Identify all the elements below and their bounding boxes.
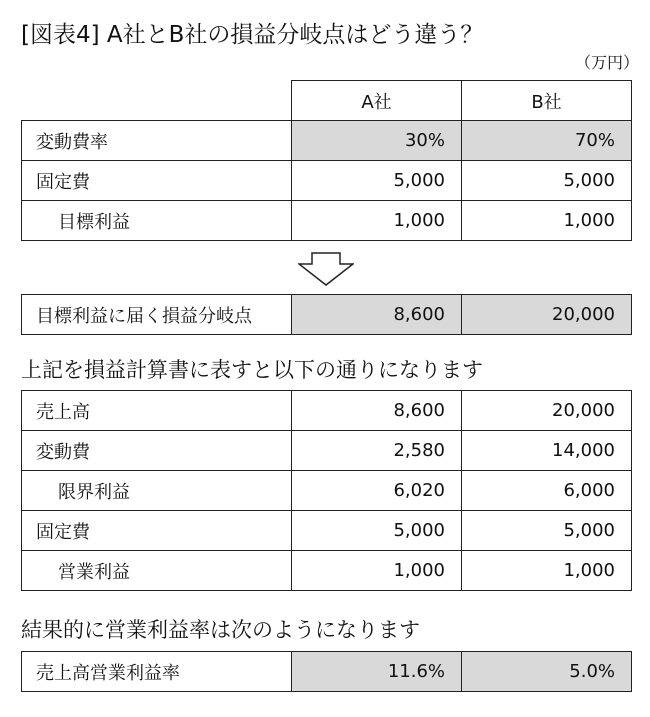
value-b: 20,000	[462, 391, 632, 431]
value-b: 5,000	[462, 161, 632, 201]
row-label: 変動費率	[22, 121, 292, 161]
value-a: 5,000	[292, 161, 462, 201]
table-row	[22, 471, 632, 511]
value-a: 8,600	[292, 295, 462, 335]
section-heading-1: 上記を損益計算書に表すと以下の通りになります	[21, 358, 483, 382]
table-row	[22, 161, 632, 201]
value-a: 6,020	[292, 471, 462, 511]
table-row	[22, 121, 632, 161]
value-b: 20,000	[462, 295, 632, 335]
value-b: 14,000	[462, 431, 632, 471]
header-blank	[22, 81, 292, 121]
row-label: 売上高	[22, 391, 292, 431]
row-label: 固定費	[22, 511, 292, 551]
table-row	[22, 652, 632, 692]
value-a: 1,000	[292, 551, 462, 591]
table-row	[22, 201, 632, 241]
row-label: 変動費	[22, 431, 292, 471]
value-b: 6,000	[462, 471, 632, 511]
value-a: 5,000	[292, 511, 462, 551]
income-statement-table	[21, 390, 632, 591]
value-b: 1,000	[462, 551, 632, 591]
row-label: 目標利益	[22, 201, 292, 241]
row-label: 売上高営業利益率	[22, 652, 292, 692]
row-label: 目標利益に届く損益分岐点	[22, 295, 292, 335]
margin-table	[21, 651, 632, 692]
value-b: 5.0%	[462, 652, 632, 692]
value-a: 2,580	[292, 431, 462, 471]
page-title: [図表4] A社とB社の損益分岐点はどう違う？	[21, 22, 484, 48]
value-a: 8,600	[292, 391, 462, 431]
unit-label: （万円）	[575, 53, 640, 72]
table-row	[22, 431, 632, 471]
column-header-a: A社	[292, 81, 462, 121]
value-b: 1,000	[462, 201, 632, 241]
row-label: 営業利益	[22, 551, 292, 591]
value-a: 1,000	[292, 201, 462, 241]
value-b: 70%	[462, 121, 632, 161]
value-b: 5,000	[462, 511, 632, 551]
table-row	[22, 511, 632, 551]
column-header-b: B社	[462, 81, 632, 121]
table-row	[22, 295, 632, 335]
down-arrow-icon	[298, 252, 354, 286]
row-label: 限界利益	[22, 471, 292, 511]
breakeven-table	[21, 294, 632, 335]
table-row	[22, 391, 632, 431]
value-a: 11.6%	[292, 652, 462, 692]
input-table	[21, 80, 632, 241]
row-label: 固定費	[22, 161, 292, 201]
section-heading-2: 結果的に営業利益率は次のようになります	[21, 618, 420, 642]
table-row	[22, 551, 632, 591]
value-a: 30%	[292, 121, 462, 161]
